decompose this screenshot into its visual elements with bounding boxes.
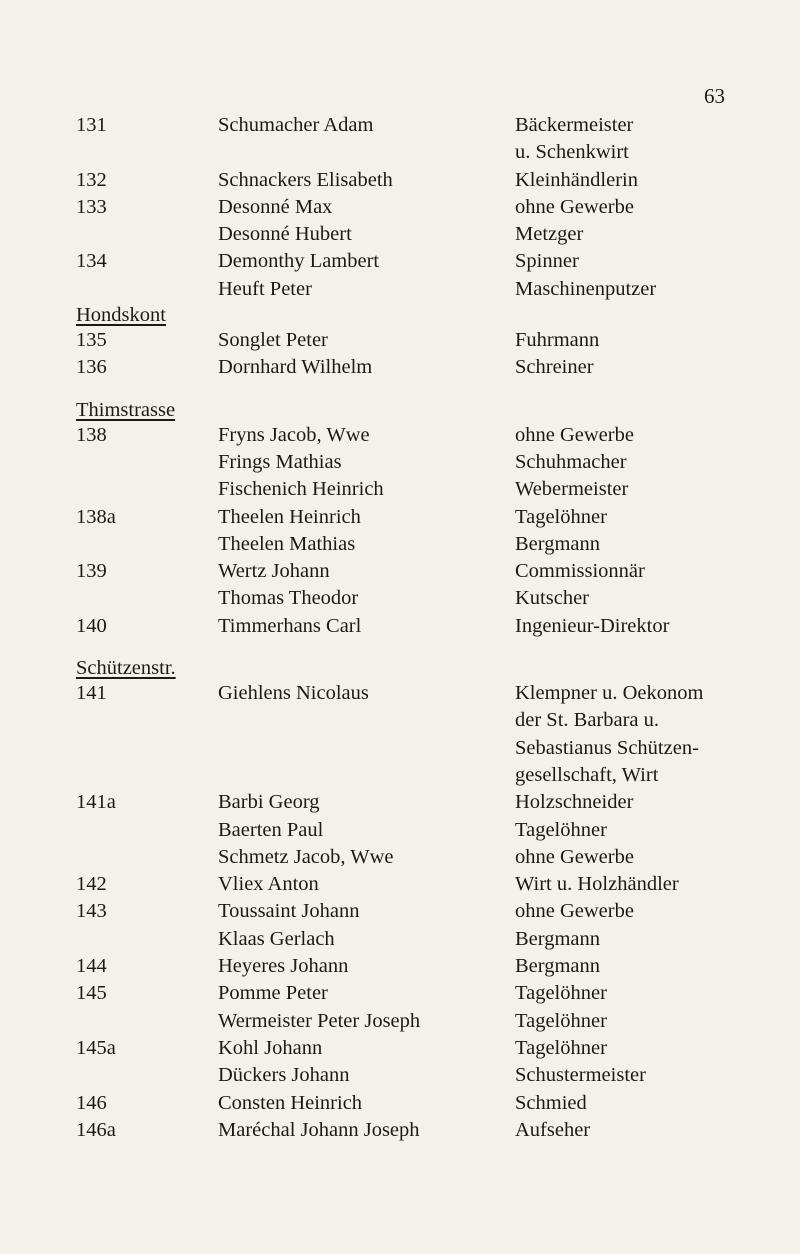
resident-row	[76, 871, 756, 898]
resident-name: Maréchal Johann Joseph	[218, 1118, 420, 1141]
resident-name: Songlet Peter	[218, 329, 328, 352]
occupation-line: Tagelöhner	[515, 1009, 607, 1032]
occupation-line: ohne Gewerbe	[515, 900, 634, 923]
house-number: 142	[76, 873, 107, 896]
occupation-line: Bergmann	[515, 955, 601, 978]
resident-row	[76, 585, 756, 612]
resident-row	[76, 504, 756, 531]
occupation-line: Schmied	[515, 1091, 587, 1114]
resident-name: Kohl Johann	[218, 1036, 323, 1059]
resident-listing	[76, 112, 756, 1144]
house-number: 135	[76, 329, 107, 352]
occupation-line: Bergmann	[515, 532, 601, 555]
house-number: 146a	[76, 1118, 116, 1141]
street-heading: Hondskont	[76, 304, 166, 327]
occupation-line: der St. Barbara u.	[515, 709, 660, 732]
occupation-line: Schuhmacher	[515, 450, 627, 473]
occupation	[515, 898, 756, 925]
resident-row	[76, 817, 756, 844]
resident-row	[76, 476, 756, 503]
resident-name: Dornhard Wilhelm	[218, 356, 373, 379]
occupation	[515, 1090, 756, 1117]
resident-row	[76, 844, 756, 871]
occupation-line: Maschinenputzer	[515, 277, 657, 300]
occupation-line: ohne Gewerbe	[515, 845, 634, 868]
occupation	[515, 871, 756, 898]
occupation	[515, 613, 756, 640]
resident-name: Schumacher Adam	[218, 114, 374, 136]
resident-name: Pomme Peter	[218, 982, 328, 1005]
resident-name: Giehlens Nicolaus	[218, 682, 369, 705]
occupation	[515, 449, 756, 476]
resident-row	[76, 1008, 756, 1035]
street-heading: Thimstrasse	[76, 398, 176, 421]
resident-name: Theelen Heinrich	[218, 505, 361, 528]
occupation	[515, 1008, 756, 1035]
resident-row	[76, 354, 756, 381]
resident-name: Timmerhans Carl	[218, 614, 362, 637]
resident-row	[76, 194, 756, 221]
resident-name: Demonthy Lambert	[218, 250, 380, 273]
occupation	[515, 980, 756, 1007]
occupation-line: gesellschaft, Wirt	[515, 763, 659, 786]
house-number: 139	[76, 560, 107, 583]
house-number: 136	[76, 356, 107, 379]
house-number: 134	[76, 250, 107, 273]
resident-name: Desonné Max	[218, 195, 333, 218]
occupation	[515, 248, 756, 275]
street-heading: Schützenstr.	[76, 657, 176, 680]
occupation-line: u. Schenkwirt	[515, 141, 629, 164]
resident-name: Schnackers Elisabeth	[218, 168, 393, 191]
resident-row	[76, 926, 756, 953]
resident-name: Heyeres Johann	[218, 955, 349, 978]
occupation	[515, 221, 756, 248]
resident-name: Thomas Theodor	[218, 587, 359, 610]
occupation	[515, 327, 756, 354]
occupation-line: Kleinhändlerin	[515, 168, 638, 191]
occupation-line: Ingenieur-Direktor	[515, 614, 670, 637]
resident-name: Heuft Peter	[218, 277, 312, 300]
resident-name: Frings Mathias	[218, 450, 342, 473]
occupation	[515, 953, 756, 980]
occupation	[515, 194, 756, 221]
resident-name: Toussaint Johann	[218, 900, 360, 923]
occupation-line: Bäckermeister	[515, 114, 634, 136]
house-number: 145	[76, 982, 107, 1005]
occupation	[515, 354, 756, 381]
resident-name: Wermeister Peter Joseph	[218, 1009, 421, 1032]
resident-name: Barbi Georg	[218, 791, 320, 814]
page-number: 63	[704, 84, 725, 108]
house-number: 138a	[76, 505, 116, 528]
house-number: 138	[76, 423, 107, 446]
resident-row	[76, 112, 756, 167]
occupation	[515, 276, 756, 303]
resident-row	[76, 449, 756, 476]
occupation-line: Tagelöhner	[515, 505, 607, 528]
house-number: 144	[76, 955, 107, 978]
resident-row	[76, 680, 756, 789]
house-number: 133	[76, 195, 107, 218]
resident-row	[76, 248, 756, 275]
occupation-line: Bergmann	[515, 927, 601, 950]
occupation	[515, 422, 756, 449]
occupation-line: Spinner	[515, 250, 579, 273]
occupation-line: Tagelöhner	[515, 1036, 607, 1059]
occupation-line: ohne Gewerbe	[515, 423, 634, 446]
occupation-line: Aufseher	[515, 1118, 591, 1141]
occupation	[515, 585, 756, 612]
resident-name: Dückers Johann	[218, 1064, 350, 1087]
resident-name: Baerten Paul	[218, 818, 324, 841]
occupation	[515, 1117, 756, 1144]
resident-row	[76, 531, 756, 558]
resident-row	[76, 953, 756, 980]
occupation-line: Wirt u. Holzhändler	[515, 873, 679, 896]
occupation	[515, 531, 756, 558]
resident-row	[76, 167, 756, 194]
house-number: 143	[76, 900, 107, 923]
occupation	[515, 504, 756, 531]
resident-row	[76, 613, 756, 640]
occupation	[515, 789, 756, 816]
occupation	[515, 844, 756, 871]
resident-row	[76, 789, 756, 816]
resident-row	[76, 1117, 756, 1144]
house-number: 141	[76, 682, 107, 705]
occupation	[515, 112, 756, 167]
occupation	[515, 558, 756, 585]
occupation	[515, 1035, 756, 1062]
occupation	[515, 167, 756, 194]
house-number: 131	[76, 114, 107, 136]
house-number: 141a	[76, 791, 116, 814]
occupation-line: Kutscher	[515, 587, 590, 610]
resident-name: Fryns Jacob, Wwe	[218, 423, 370, 446]
resident-row	[76, 276, 756, 303]
occupation-line: Webermeister	[515, 478, 629, 501]
occupation-line: Sebastianus Schützen-	[515, 736, 699, 759]
house-number: 140	[76, 614, 107, 637]
occupation-line: Tagelöhner	[515, 818, 607, 841]
resident-row	[76, 422, 756, 449]
section-gap	[76, 640, 756, 656]
occupation	[515, 926, 756, 953]
resident-row	[76, 1035, 756, 1062]
occupation-line: Klempner u. Oekonom	[515, 682, 704, 705]
occupation-line: Schreiner	[515, 356, 594, 379]
resident-name: Wertz Johann	[218, 560, 330, 583]
resident-name: Theelen Mathias	[218, 532, 356, 555]
resident-name: Desonné Hubert	[218, 223, 352, 246]
resident-name: Consten Heinrich	[218, 1091, 363, 1114]
house-number: 132	[76, 168, 107, 191]
occupation	[515, 817, 756, 844]
resident-row	[76, 327, 756, 354]
occupation-line: Holzschneider	[515, 791, 634, 814]
occupation-line: ohne Gewerbe	[515, 195, 634, 218]
resident-row	[76, 1062, 756, 1089]
resident-row	[76, 558, 756, 585]
resident-row	[76, 1090, 756, 1117]
resident-name: Vliex Anton	[218, 873, 319, 896]
occupation-line: Schustermeister	[515, 1064, 646, 1087]
occupation	[515, 680, 756, 789]
resident-row	[76, 898, 756, 925]
occupation-line: Commissionnär	[515, 560, 645, 583]
resident-name: Fischenich Heinrich	[218, 478, 384, 501]
resident-row	[76, 980, 756, 1007]
occupation-line: Tagelöhner	[515, 982, 607, 1005]
house-number: 146	[76, 1091, 107, 1114]
house-number: 145a	[76, 1036, 116, 1059]
occupation-line: Metzger	[515, 223, 584, 246]
occupation	[515, 476, 756, 503]
resident-name: Klaas Gerlach	[218, 927, 335, 950]
occupation-line: Fuhrmann	[515, 329, 600, 352]
section-gap	[76, 382, 756, 398]
resident-row	[76, 221, 756, 248]
resident-name: Schmetz Jacob, Wwe	[218, 845, 394, 868]
occupation	[515, 1062, 756, 1089]
